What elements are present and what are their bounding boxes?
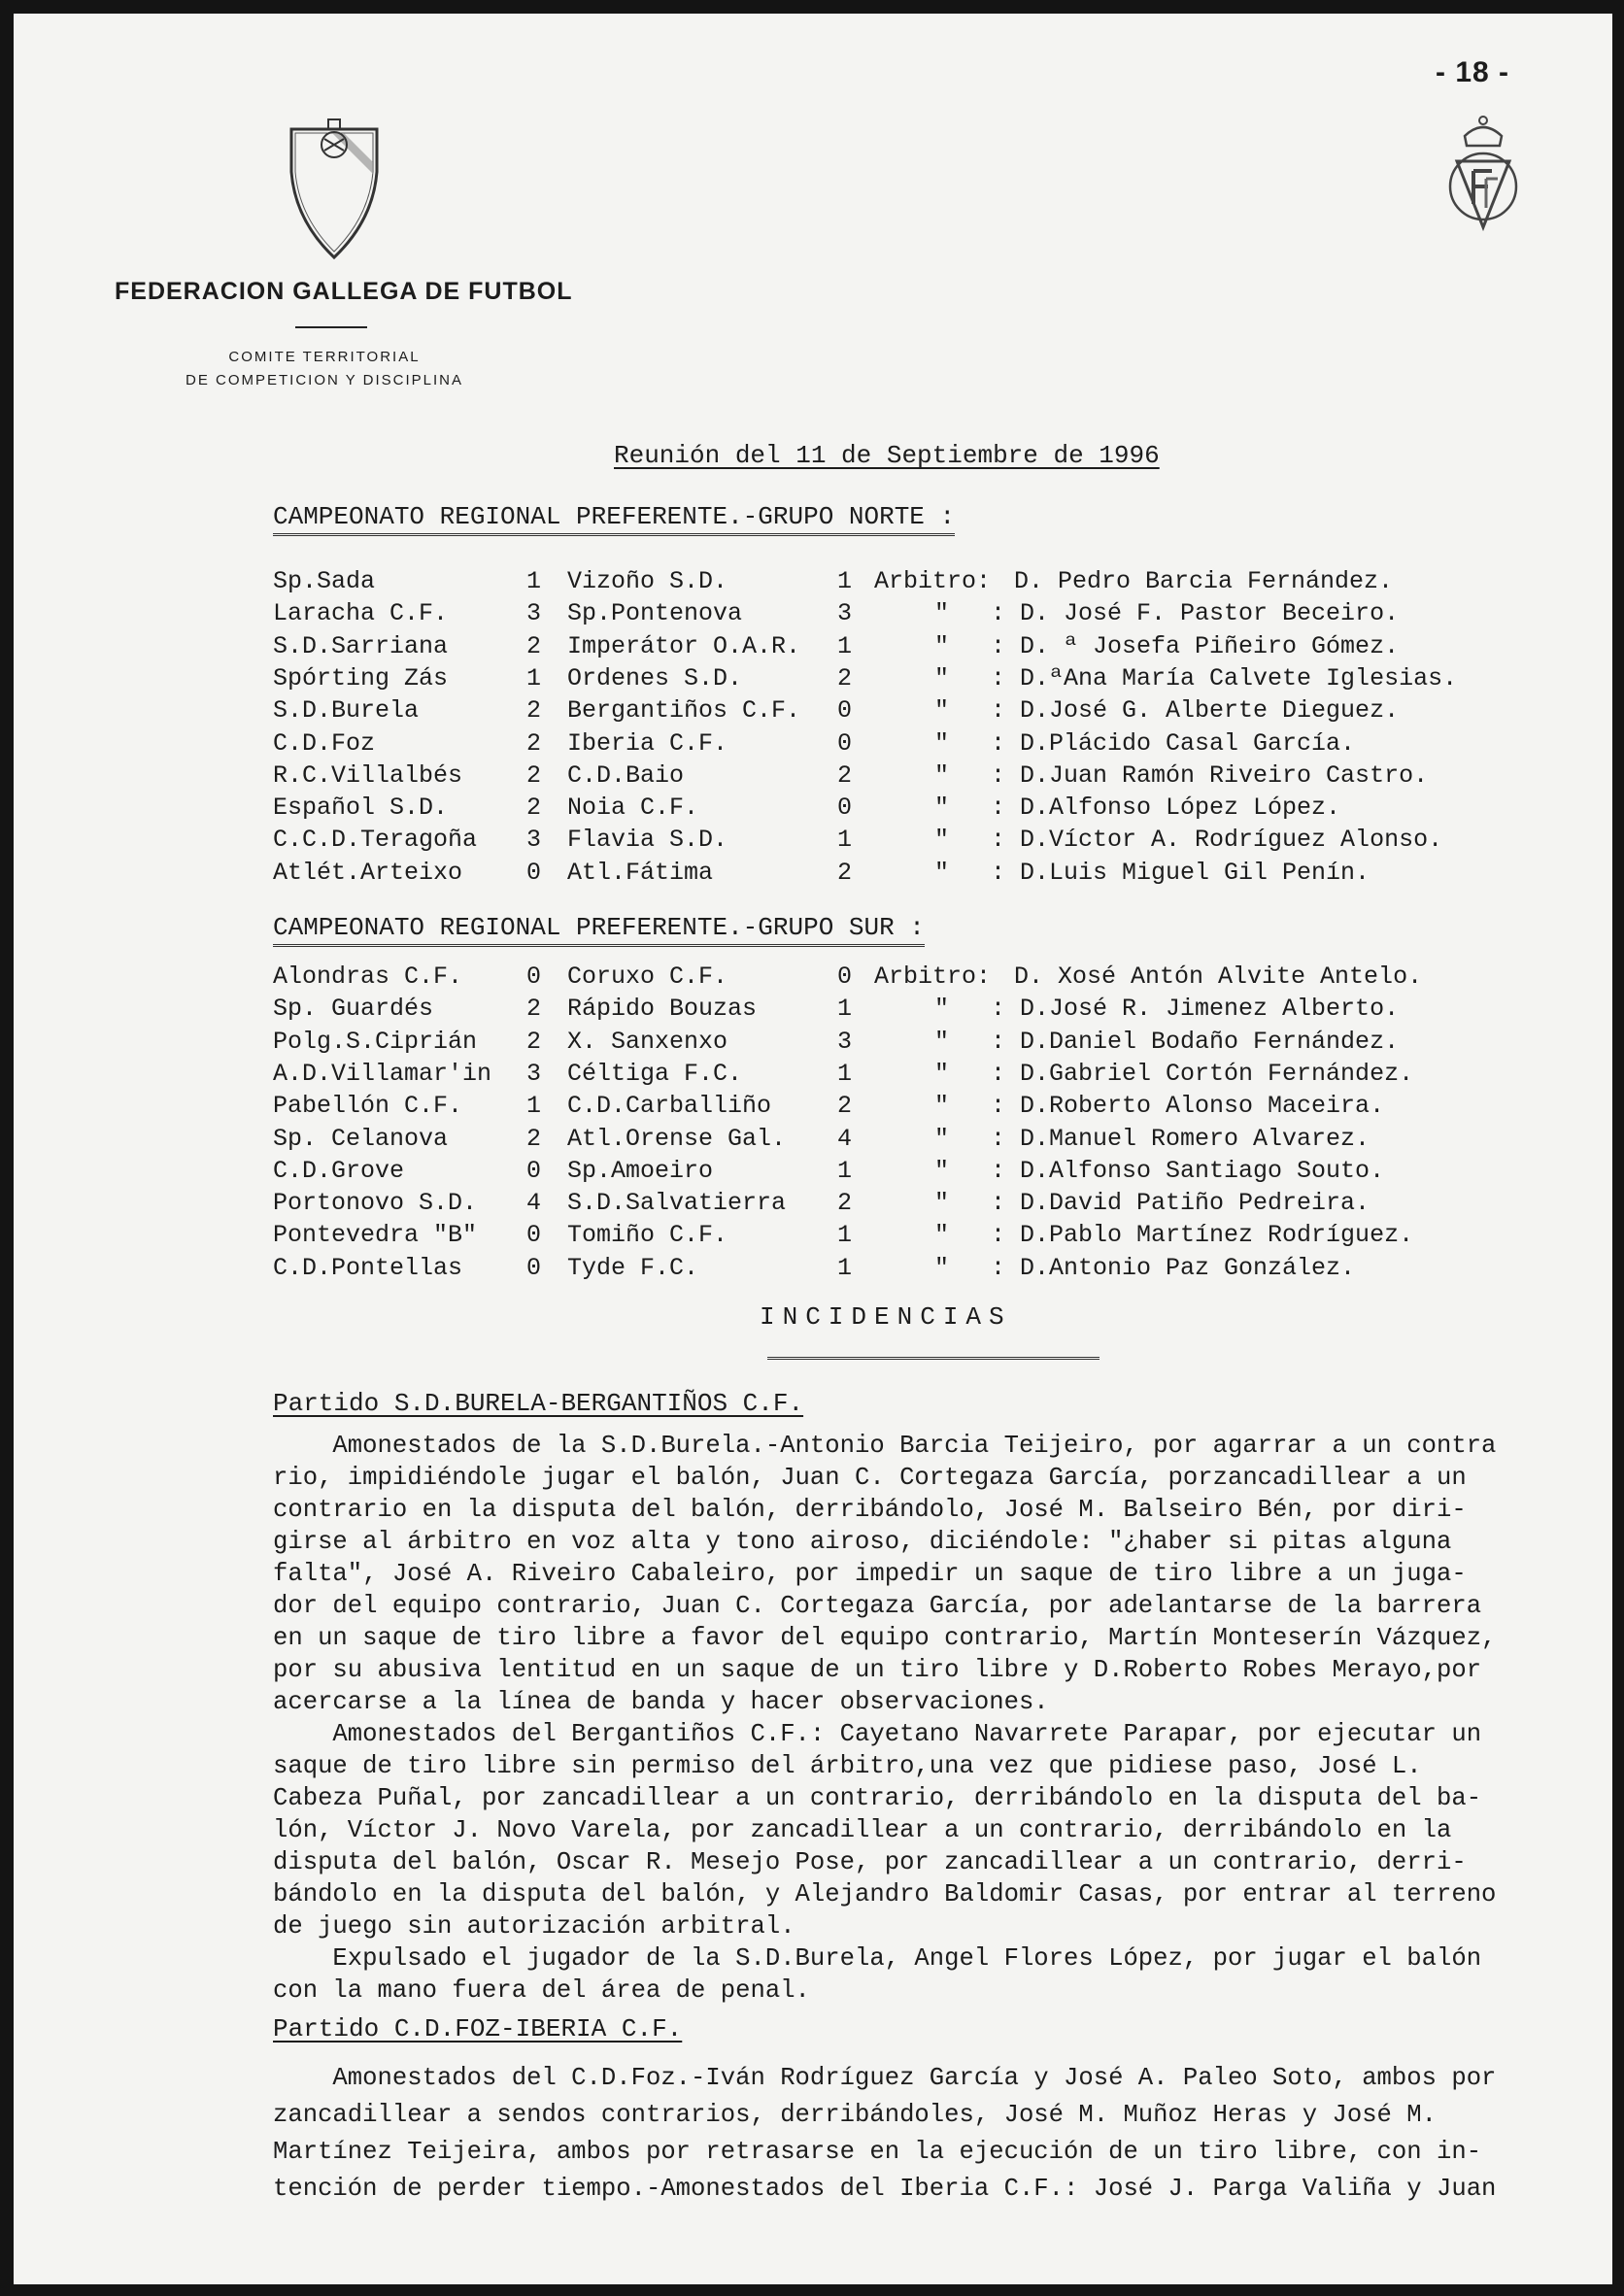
referee-name: : D.Juan Ramón Riveiro Castro. [991, 760, 1429, 790]
home-score: 1 [526, 1092, 542, 1121]
incident-paragraph: Amonestados de la S.D.Burela.-Antonio Barcia Teijeiro, por agarrar a un contra rio, impidiéndole jugar el balón, Juan C. Cortegaza García, porzancadillear a un contrario en la disputa del balón, derribándolo, José M. Balseiro Bén, por diri- girse al árbitro en voz alta y tono airoso, diciéndole: "¿haber si pitas alguna falta", José A. Riveiro Cabaleiro, por impedir un saque de tiro libre a un juga- dor del equipo contrario, Juan C. Cortegaza García, por adelantarse de la barrera en un saque de tiro libre a favor del equipo contrario, Martín Monteserín Vázquez, por su abusiva lentitud en un saque de un tiro libre y D.Roberto Robes Merayo,por acercarse a la línea de banda y hacer observaciones. [273, 1432, 1497, 1716]
referee-name: : D.Víctor A. Rodríguez Alonso. [991, 826, 1443, 855]
away-score: 2 [837, 858, 853, 887]
away-team: Coruxo C.F. [567, 962, 728, 991]
away-score: 1 [837, 995, 853, 1024]
arbiter-label: " [934, 793, 950, 823]
home-team: S.D.Burela [273, 696, 420, 726]
incident-heading-burela: Partido S.D.BURELA-BERGANTIÑOS C.F. [273, 1389, 804, 1418]
arbiter-label: " [934, 728, 950, 758]
home-score: 0 [526, 1253, 542, 1282]
home-team: Spórting Zás [273, 663, 449, 692]
referee-name: : D.Luis Miguel Gil Penín. [991, 858, 1370, 887]
home-team: Portonovo S.D. [273, 1189, 478, 1218]
home-team: Sp. Celanova [273, 1124, 449, 1153]
home-team: Alondras C.F. [273, 962, 463, 991]
home-score: 0 [526, 1156, 542, 1185]
home-score: 2 [526, 793, 542, 823]
home-score: 0 [526, 858, 542, 887]
away-score: 0 [837, 962, 853, 991]
away-score: 3 [837, 599, 853, 628]
home-score: 1 [526, 567, 542, 595]
referee-name: : D.Gabriel Cortón Fernández. [991, 1059, 1414, 1088]
page-number: - 18 - [1436, 56, 1510, 88]
away-team: Tyde F.C. [567, 1253, 699, 1282]
referee-name: : D.ªAna María Calvete Iglesias. [991, 663, 1458, 692]
away-team: Sp.Amoeiro [567, 1156, 714, 1185]
away-score: 1 [837, 1156, 853, 1185]
away-score: 2 [837, 760, 853, 790]
home-team: Sp.Sada [273, 567, 376, 595]
away-team: Tomiño C.F. [567, 1221, 728, 1250]
away-team: S.D.Salvatierra [567, 1189, 787, 1218]
referee-name: : D.Daniel Bodaño Fernández. [991, 1027, 1400, 1056]
away-score: 0 [837, 696, 853, 726]
home-team: A.D.Villamar'in [273, 1059, 492, 1088]
away-score: 3 [837, 1027, 853, 1056]
home-score: 2 [526, 760, 542, 790]
arbiter-label: Arbitro: [874, 962, 992, 991]
incident-paragraph: Expulsado el jugador de la S.D.Burela, Angel Flores López, por jugar el balón con la mano fuera del área de penal. [273, 1944, 1482, 2005]
home-score: 4 [526, 1189, 542, 1218]
incident-paragraph: Amonestados del C.D.Foz.-Iván Rodríguez García y José A. Paleo Soto, ambos por zancadillear a sendos contrarios, derribándoles, José M. Muñoz Heras y José M. Martínez Teijeira, ambos por retrasarse en la ejecución de un tiro libre, con in- tención de perder tiempo.-Amonestados del Iberia C.F.: José J. Parga Valiña y Juan [273, 2064, 1497, 2203]
arbiter-label: " [934, 1124, 950, 1153]
home-score: 1 [526, 663, 542, 692]
away-score: 2 [837, 663, 853, 692]
arbiter-label: " [934, 599, 950, 628]
home-team: Atlét.Arteixo [273, 858, 463, 887]
referee-name: : D.Antonio Paz González. [991, 1253, 1356, 1282]
away-team: C.D.Carballiño [567, 1092, 772, 1121]
federation-name: FEDERACION GALLEGA DE FUTBOL [115, 278, 573, 305]
away-score: 1 [837, 1059, 853, 1088]
away-score: 4 [837, 1124, 853, 1153]
away-team: Iberia C.F. [567, 728, 728, 758]
arbiter-label: " [934, 858, 950, 887]
arbiter-label: " [934, 995, 950, 1024]
referee-name: : D. ª Josefa Piñeiro Gómez. [991, 631, 1400, 660]
referee-name: : D.Pablo Martínez Rodríguez. [991, 1221, 1414, 1250]
home-team: C.D.Pontellas [273, 1253, 463, 1282]
home-score: 2 [526, 696, 542, 726]
referee-name: : D.Alfonso Santiago Souto. [991, 1156, 1385, 1185]
away-team: Imperátor O.A.R. [567, 631, 801, 660]
incident-heading-foz: Partido C.D.FOZ-IBERIA C.F. [273, 2014, 683, 2043]
away-team: C.D.Baio [567, 760, 685, 790]
arbiter-label: " [934, 696, 950, 726]
incidencias-divider [767, 1357, 1100, 1360]
away-score: 0 [837, 793, 853, 823]
away-team: Noia C.F. [567, 793, 699, 823]
home-team: R.C.Villalbés [273, 760, 463, 790]
home-score: 0 [526, 1221, 542, 1250]
home-score: 2 [526, 631, 542, 660]
federation-shield-icon [286, 116, 383, 261]
home-team: Polg.S.Ciprián [273, 1027, 478, 1056]
home-score: 3 [526, 826, 542, 855]
arbiter-label: Arbitro: [874, 567, 992, 595]
arbiter-label: " [934, 1189, 950, 1218]
group-norte-title: CAMPEONATO REGIONAL PREFERENTE.-GRUPO NORTE : [273, 502, 955, 536]
away-score: 1 [837, 826, 853, 855]
arbiter-label: " [934, 1221, 950, 1250]
incident-paragraph: Amonestados del Bergantiños C.F.: Cayetano Navarrete Parapar, por ejecutar un saque de tiro libre sin permiso del árbitro,una vez que pidiese paso, José L. Cabeza Puñal, por zancadillear a un contrario, derribándolo en la disputa del ba- lón, Víctor J. Novo Varela, por zancadillear a un contrario, derribándolo en la disputa del balón, Oscar R. Mesejo Pose, por zancadillear a un contrario, derri- bándolo en la disputa del balón, y Alejandro Baldomir Casas, por entrar al terreno de juego sin autorización arbitral. [273, 1720, 1497, 1941]
committee-line-1: COMITE TERRITORIAL [228, 349, 421, 365]
referee-name: : D.Roberto Alonso Maceira. [991, 1092, 1385, 1121]
meeting-title: Reunión del 11 de Septiembre de 1996 [614, 441, 1160, 470]
group-sur-title: CAMPEONATO REGIONAL PREFERENTE.-GRUPO SUR : [273, 913, 925, 947]
arbiter-label: " [934, 1156, 950, 1185]
committee-line-2: DE COMPETICION Y DISCIPLINA [186, 372, 463, 388]
away-team: Flavia S.D. [567, 826, 728, 855]
arbiter-label: " [934, 631, 950, 660]
home-score: 2 [526, 1027, 542, 1056]
away-score: 1 [837, 567, 853, 595]
home-score: 3 [526, 599, 542, 628]
arbiter-label: " [934, 1253, 950, 1282]
home-team: C.C.D.Teragoña [273, 826, 478, 855]
away-team: Bergantiños C.F. [567, 696, 801, 726]
arbiter-label: " [934, 1092, 950, 1121]
arbiter-label: " [934, 760, 950, 790]
away-score: 1 [837, 631, 853, 660]
document-page [14, 14, 1612, 2284]
arbiter-label: " [934, 1059, 950, 1088]
home-team: S.D.Sarriana [273, 631, 449, 660]
referee-name: D. Pedro Barcia Fernández. [1014, 567, 1394, 595]
arbiter-label: " [934, 826, 950, 855]
away-score: 0 [837, 728, 853, 758]
home-team: C.D.Foz [273, 728, 376, 758]
home-team: Sp. Guardés [273, 995, 434, 1024]
committee-name [115, 346, 534, 392]
away-team: Céltiga F.C. [567, 1059, 743, 1088]
incidencias-title: INCIDENCIAS [760, 1302, 1012, 1332]
home-team: C.D.Grove [273, 1156, 405, 1185]
home-team: Español S.D. [273, 793, 449, 823]
referee-name: : D. José F. Pastor Beceiro. [991, 599, 1400, 628]
referee-name: : D.David Patiño Pedreira. [991, 1189, 1370, 1218]
federation-crown-crest-icon [1438, 107, 1529, 243]
away-team: X. Sanxenxo [567, 1027, 728, 1056]
home-score: 2 [526, 995, 542, 1024]
away-team: Sp.Pontenova [567, 599, 743, 628]
referee-name: D. Xosé Antón Alvite Antelo. [1014, 962, 1423, 991]
letterhead-divider [295, 326, 367, 328]
away-team: Rápido Bouzas [567, 995, 758, 1024]
referee-name: : D.Manuel Romero Alvarez. [991, 1124, 1370, 1153]
away-score: 2 [837, 1092, 853, 1121]
away-team: Ordenes S.D. [567, 663, 743, 692]
home-score: 2 [526, 728, 542, 758]
referee-name: : D.Plácido Casal García. [991, 728, 1356, 758]
home-team: Pontevedra "B" [273, 1221, 478, 1250]
arbiter-label: " [934, 663, 950, 692]
home-team: Pabellón C.F. [273, 1092, 463, 1121]
referee-name: : D.Alfonso López López. [991, 793, 1341, 823]
away-score: 2 [837, 1189, 853, 1218]
away-team: Atl.Fátima [567, 858, 714, 887]
away-score: 1 [837, 1253, 853, 1282]
home-score: 0 [526, 962, 542, 991]
home-score: 3 [526, 1059, 542, 1088]
away-score: 1 [837, 1221, 853, 1250]
referee-name: : D.José R. Jimenez Alberto. [991, 995, 1400, 1024]
away-team: Vizoño S.D. [567, 567, 728, 595]
home-score: 2 [526, 1124, 542, 1153]
arbiter-label: " [934, 1027, 950, 1056]
referee-name: : D.José G. Alberte Dieguez. [991, 696, 1400, 726]
away-team: Atl.Orense Gal. [567, 1124, 787, 1153]
home-team: Laracha C.F. [273, 599, 449, 628]
